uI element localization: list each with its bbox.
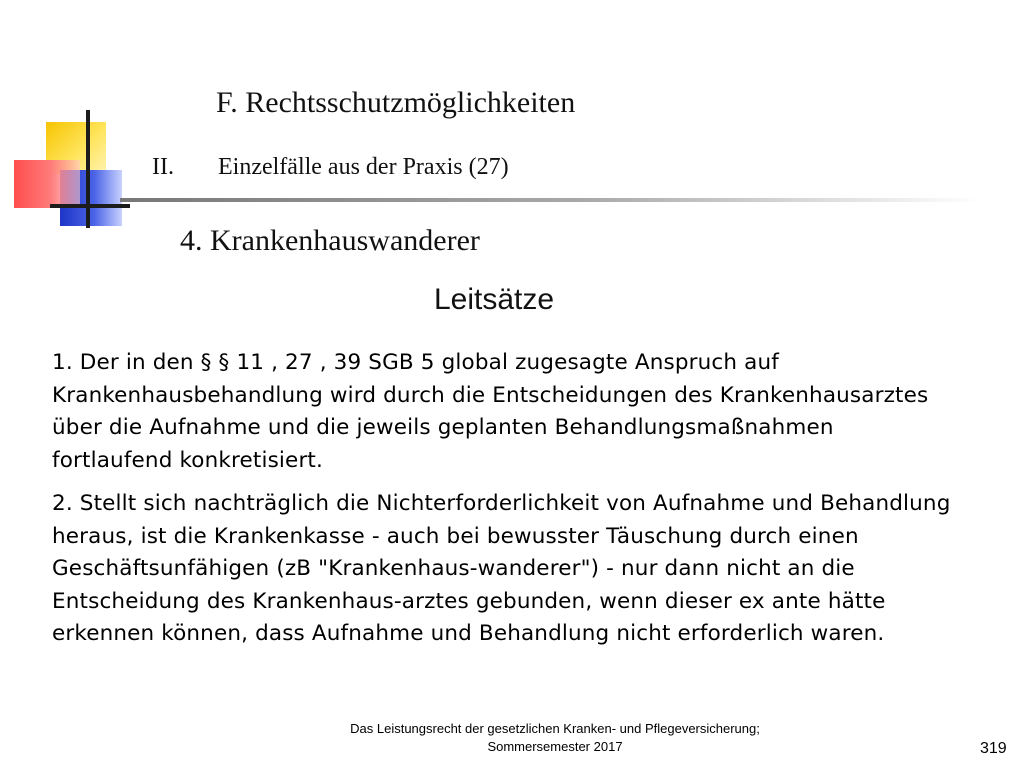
red-square [14, 160, 80, 208]
slide-footer [280, 720, 830, 756]
subtitle-text: Einzelfälle aus der Praxis (27) [218, 154, 509, 180]
vertical-line [86, 110, 90, 228]
page-number: 319 [980, 740, 1007, 757]
footer-course: Das Leistungsrecht der gesetzlichen Kranken- und Pflegeversicherung; [350, 721, 760, 736]
slide-design-logo [0, 100, 160, 240]
slide-title: F. Rechtsschutzmöglichkeiten [216, 86, 576, 119]
footer-semester: Sommersemester 2017 [487, 739, 623, 754]
title-divider [120, 198, 980, 202]
section-heading: 4. Krankenhauswanderer [180, 224, 480, 257]
paragraph-1: 1. Der in den § § 11 , 27 , 39 SGB 5 global zugesagte Anspruch auf Krankenhausbehandlung wird durch die Entscheidungen des Krankenhausarztes über die Aufnahme und die jeweils geplanten Behandlungsmaßnahmen fortlaufend konkretisiert. [52, 350, 929, 473]
leitsaetze-heading: Leitsätze [434, 283, 555, 316]
subtitle-number: II. [152, 154, 174, 180]
horizontal-line [50, 204, 130, 208]
paragraph-2: 2. Stellt sich nachträglich die Nichterforderlichkeit von Aufnahme und Behandlung heraus, ist die Krankenkasse - auch bei bewusster Täuschung durch einen Geschäftsunfähigen (zB "Krankenhaus-wanderer") - nur dann nicht an die Entscheidung des Krankenhaus-arztes gebunden, wenn dieser ex ante hätte erkennen können, dass Aufnahme und Behandlung nicht erforderlich waren. [52, 491, 951, 646]
